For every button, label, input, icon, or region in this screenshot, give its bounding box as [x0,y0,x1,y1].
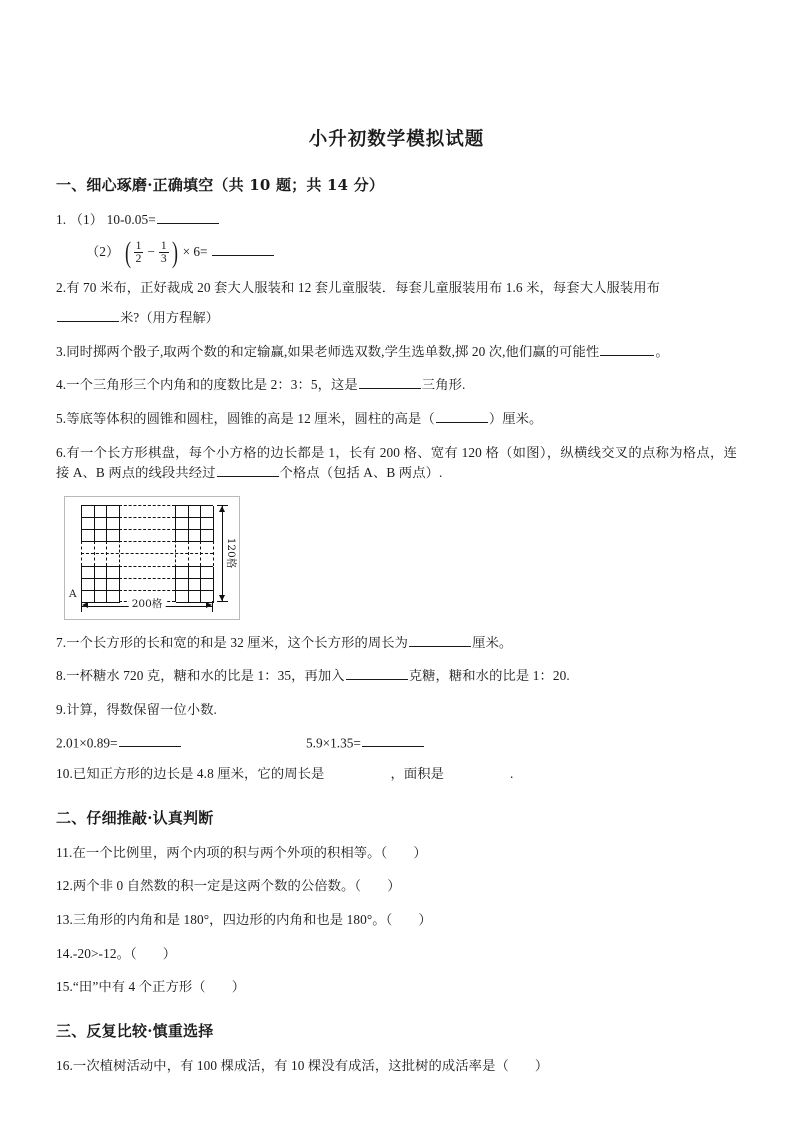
question-14-text: -20>-12。（ [72,945,137,961]
question-7-text-2: 厘米。 [472,634,513,650]
question-16-number: 16. [56,1057,73,1073]
figure-border [64,496,240,620]
question-14 [56,931,737,965]
question-1-sublabel: （1） [69,212,104,228]
arrow-down-icon [219,595,225,601]
question-8-number: 8. [56,668,67,684]
grid-block-top-right [175,505,213,541]
question-12-number: 12. [56,878,73,894]
left-paren: ( [124,235,131,269]
question-1-number: 1. [56,212,67,228]
width-dimension [81,597,213,612]
height-dimension [216,505,237,602]
question-16-text: 一次植树活动中，有 100 棵成活，有 10 棵没有成活，这批树的成活率是（ [72,1057,509,1073]
question-2 [56,265,737,299]
question-12-close: ） [387,878,401,894]
question-7-number: 7. [56,634,67,650]
answer-blank[interactable] [217,464,279,478]
denominator: 2 [135,253,142,266]
arrow-right-icon [206,602,212,608]
question-1-sublabel-2: （2） [86,243,120,259]
question-2-text-2: 米?（用方程解） [120,310,219,326]
section-heading-3: 三、反复比较·慎重选择 [56,1021,214,1040]
grid-block-top-left [81,505,119,541]
question-10-text-2: ，面积是 [390,766,445,782]
answer-blank[interactable] [157,210,219,224]
question-6-text-2: 个格点（包括 A、B 两点）. [279,465,443,481]
question-4-number: 4. [56,377,67,393]
question-1-part2 [56,231,737,269]
height-dimension-label: 120格 [224,537,237,569]
fraction-one-half [134,240,144,266]
question-3-text-2: 。 [655,343,669,359]
question-11-number: 11. [56,844,73,860]
question-10 [56,751,737,785]
question-13-close: ） [418,912,432,928]
section-heading-2: 二、仔细推敲·认真判断 [56,808,214,827]
question-4 [56,362,737,396]
question-15-text: “田”中有 4 个正方形（ [72,979,206,995]
answer-blank[interactable] [436,409,488,423]
point-a-label: A [69,587,77,600]
numerator: 1 [160,239,167,252]
question-12-text: 两个非 0 自然数的积一定是这两个数的公倍数。（ [72,878,362,894]
question-16-close: ） [534,1057,549,1073]
question-5 [56,396,737,430]
answer-blank[interactable] [359,376,421,390]
grid-block-bottom-right [175,566,213,602]
question-11-text: 在一个比例里，两个内项的积与两个外项的积相等。（ [72,844,388,860]
page-title: 小升初数学模拟试题 [308,129,485,150]
calc-2-expression: 5.9×1.35= [306,735,361,751]
section-heading-1: 一、细心琢磨·正确填空（共 10 题；共 14 分） [56,176,385,195]
denominator: 3 [160,253,167,266]
arrow-left-icon [82,602,88,608]
question-14-number: 14. [56,945,73,961]
fraction-expression [123,235,211,269]
right-paren: ) [171,235,178,269]
question-1-text: 10-0.05= [106,212,156,228]
question-9-text: 计算，得数保留一位小数. [66,701,217,717]
chessboard-figure [64,496,737,620]
question-4-text-2: 三角形. [421,377,466,393]
numerator: 1 [135,239,142,252]
question-14-close: ） [162,945,177,961]
question-12 [56,863,737,897]
question-2-line2 [56,299,737,329]
question-11-close: ） [413,844,427,860]
question-8-text: 一杯糖水 720 克，糖和水的比是 1：35，再加入 [66,668,345,684]
answer-blank[interactable] [212,242,274,256]
question-13-number: 13. [56,912,73,928]
minus-operator: − [147,244,155,260]
question-5-number: 5. [56,410,67,426]
answer-blank[interactable] [445,766,509,779]
question-8-text-2: 克糖，糖和水的比是 1：20. [408,668,570,684]
question-13 [56,897,737,931]
question-4-text: 一个三角形三个内角和的度数比是 2：3：5，这是 [66,377,358,393]
answer-blank[interactable] [346,667,408,681]
question-9-number: 9. [56,701,67,717]
question-10-number: 10. [56,766,73,782]
calc-item-2 [306,734,425,752]
question-5-text: 等底等体积的圆锥和圆柱，圆锥的高是 12 厘米，圆柱的高是（ [66,410,435,426]
question-6 [56,430,737,484]
question-16 [56,1043,737,1077]
width-dimension-label: 200格 [129,598,166,610]
question-8 [56,653,737,687]
answer-blank[interactable] [119,734,181,748]
grid-area [81,505,213,602]
question-3-text: 同时掷两个骰子,取两个数的和定输赢,如果老师选双数,学生选单数,掷 20 次,他们赢的可能性 [66,343,600,359]
multiply-operator: × 6= [182,244,208,260]
question-15-number: 15. [56,979,73,995]
question-5-text-2: ）厘米。 [488,410,543,426]
question-10-text: 已知正方形的边长是 4.8 厘米，它的周长是 [72,766,325,782]
answer-blank[interactable] [409,633,471,647]
question-13-text: 三角形的内角和是 180°，四边形的内角和也是 180°。（ [72,912,393,928]
answer-blank[interactable] [57,308,119,322]
question-9-calculations [56,721,737,752]
question-2-number: 2. [56,280,67,296]
question-15 [56,964,737,998]
question-7 [56,620,737,654]
calc-1-expression: 2.01×0.89= [56,735,118,751]
answer-blank[interactable] [362,734,424,748]
question-6-number: 6. [56,444,67,460]
question-10-text-3: . [510,766,514,782]
question-15-close: ） [231,979,246,995]
fraction-one-third [159,240,169,266]
question-7-text: 一个长方形的长和宽的和是 32 厘米，这个长方形的周长为 [66,634,409,650]
answer-blank[interactable] [600,342,654,356]
question-11 [56,830,737,864]
calc-item-1 [56,734,306,752]
question-9 [56,687,737,721]
arrow-up-icon [219,506,225,512]
question-3-number: 3. [56,343,67,359]
question-3 [56,329,737,363]
question-2-text: 有 70 米布，正好裁成 20 套大人服装和 12 套儿童服装．每套儿童服装用布 1.6 米，每套大人服装用布 [66,280,661,296]
question-6-text: 有一个长方形棋盘，每个小方格的边长都是 1，长有 200 格、宽有 120 格（如图），纵横线交叉的点称为格点，连接 A、B 两点的线段共经过 [56,444,737,481]
answer-blank[interactable] [325,766,389,779]
grid-block-bottom-left [81,566,119,602]
question-1 [56,197,737,231]
